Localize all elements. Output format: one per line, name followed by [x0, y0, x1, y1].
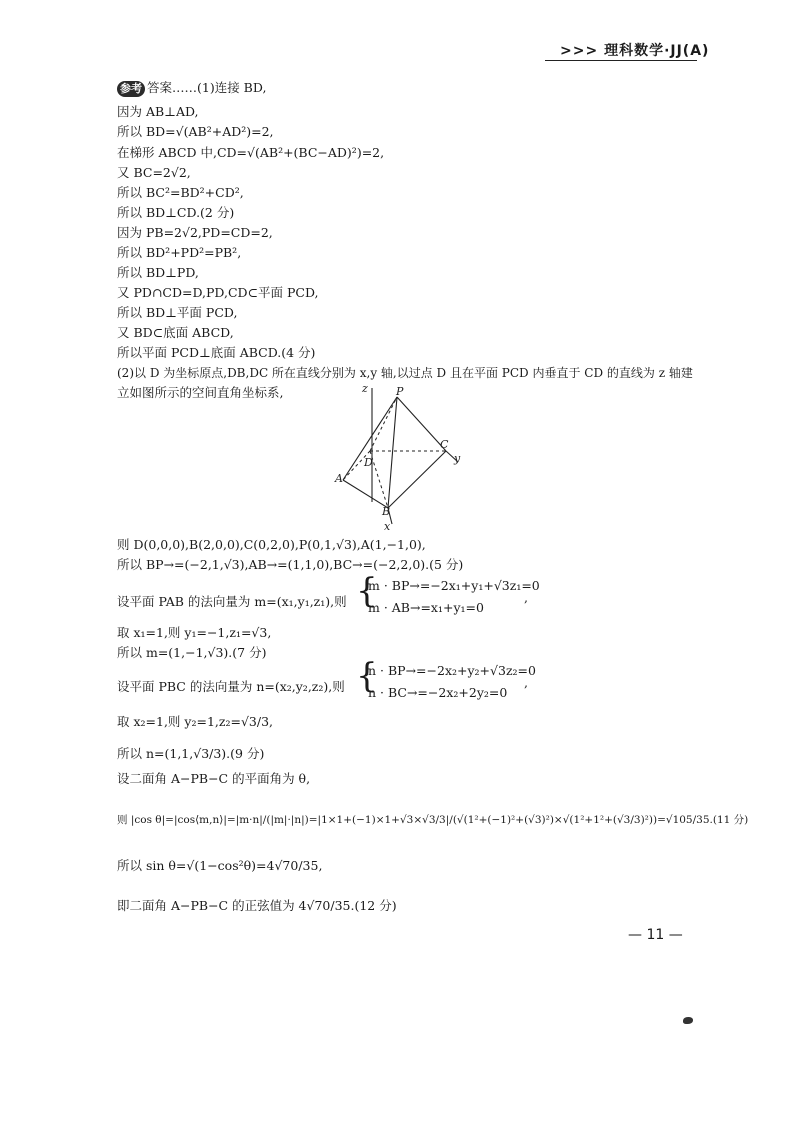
brace: { — [356, 571, 378, 611]
text-line: 所以 BD⊥PD, — [117, 265, 199, 280]
label-P: P — [396, 385, 404, 398]
label-C: C — [440, 438, 449, 451]
text-line: 取 x₁=1,则 y₁=−1,z₁=√3, — [117, 625, 272, 640]
header-rule — [545, 60, 697, 61]
text-line: 所以 BD²+PD²=PB², — [117, 245, 242, 260]
reference-badge: 参考 — [117, 81, 145, 97]
text-line: 所以 BP→=(−2,1,√3),AB→=(1,1,0),BC→=(−2,2,0).(5 分) — [117, 557, 464, 572]
edge-PC — [397, 397, 446, 451]
ink-spot — [683, 1017, 693, 1024]
equation: m · AB→=x₁+y₁=0 — [368, 600, 484, 615]
text-line: 因为 PB=2√2,PD=CD=2, — [117, 225, 273, 240]
equation: m · BP→=−2x₁+y₁+√3z₁=0 — [368, 578, 540, 593]
punctuation: , — [524, 675, 528, 690]
text-line: 则 D(0,0,0),B(2,0,0),C(0,2,0),P(0,1,√3),A(1,−1,0), — [117, 537, 426, 552]
text-line: 所以 n=(1,1,√3/3).(9 分) — [117, 746, 265, 761]
punctuation: , — [524, 590, 528, 605]
label-x: x — [384, 520, 391, 532]
text-line: 即二面角 A−PB−C 的正弦值为 4√70/35.(12 分) — [117, 898, 397, 913]
label-z: z — [362, 382, 368, 395]
equation: n · BC→=−2x₂+2y₂=0 — [368, 685, 508, 700]
text-line: 又 BD⊂底面 ABCD, — [117, 325, 234, 340]
edge-CB — [388, 451, 446, 508]
label-B: B — [382, 505, 391, 518]
text-line: 所以 BD⊥平面 PCD, — [117, 305, 238, 320]
equation: n · BP→=−2x₂+y₂+√3z₂=0 — [368, 663, 536, 678]
label-y: y — [454, 452, 461, 465]
text-line: 又 PD∩CD=D,PD,CD⊂平面 PCD, — [117, 285, 319, 300]
text-line: 又 BC=2√2, — [117, 165, 191, 180]
text-line: 所以 BC²=BD²+CD², — [117, 185, 244, 200]
text-line: 所以平面 PCD⊥底面 ABCD.(4 分) — [117, 345, 316, 360]
text-line: 在梯形 ABCD 中,CD=√(AB²+(BC−AD)²)=2, — [117, 145, 385, 160]
edge-AB — [343, 480, 388, 508]
edge-PB — [388, 397, 397, 508]
text-line: 取 x₂=1,则 y₂=1,z₂=√3/3, — [117, 714, 274, 729]
label-A: A — [335, 472, 343, 485]
header-title: >>> 理科数学·JJ(A) — [560, 43, 710, 59]
cosine-formula: 则 |cos θ|=|cos⟨m,n⟩|=|m·n|/(|m|·|n|)=|1×1+(−1)×1+√3×√3/3|/(√(1²+(−1)²+(√3)²)×√(1²+1²+(√3/3)²))=√105/35.(11 分) — [117, 814, 749, 826]
text-line: (2)以 D 为坐标原点,DB,DC 所在直线分别为 x,y 轴,以过点 D 且在平面 PCD 内垂直于 CD 的直线为 z 轴建 — [117, 366, 693, 380]
answer-start: 参考 答案……(1)连接 BD, — [117, 80, 266, 97]
text-line: 所以 sin θ=√(1−cos²θ)=4√70/35, — [117, 858, 323, 873]
text-line: 因为 AB⊥AD, — [117, 104, 199, 119]
normal-vector-system-m: 设平面 PAB 的法向量为 m=(x₁,y₁,z₁),则 — [117, 594, 347, 609]
text-line: 设二面角 A−PB−C 的平面角为 θ, — [117, 771, 311, 786]
label-D: D — [364, 456, 373, 469]
text-line: 所以 m=(1,−1,√3).(7 分) — [117, 645, 267, 660]
coordinate-figure — [330, 382, 490, 532]
page-number: — 11 — — [628, 927, 683, 943]
text-line: 立如图所示的空间直角坐标系, — [117, 385, 284, 400]
brace: { — [356, 656, 378, 696]
normal-vector-system-n: 设平面 PBC 的法向量为 n=(x₂,y₂,z₂),则 — [117, 679, 345, 694]
text-line: 所以 BD=√(AB²+AD²)=2, — [117, 124, 274, 139]
text-line: 所以 BD⊥CD.(2 分) — [117, 205, 235, 220]
